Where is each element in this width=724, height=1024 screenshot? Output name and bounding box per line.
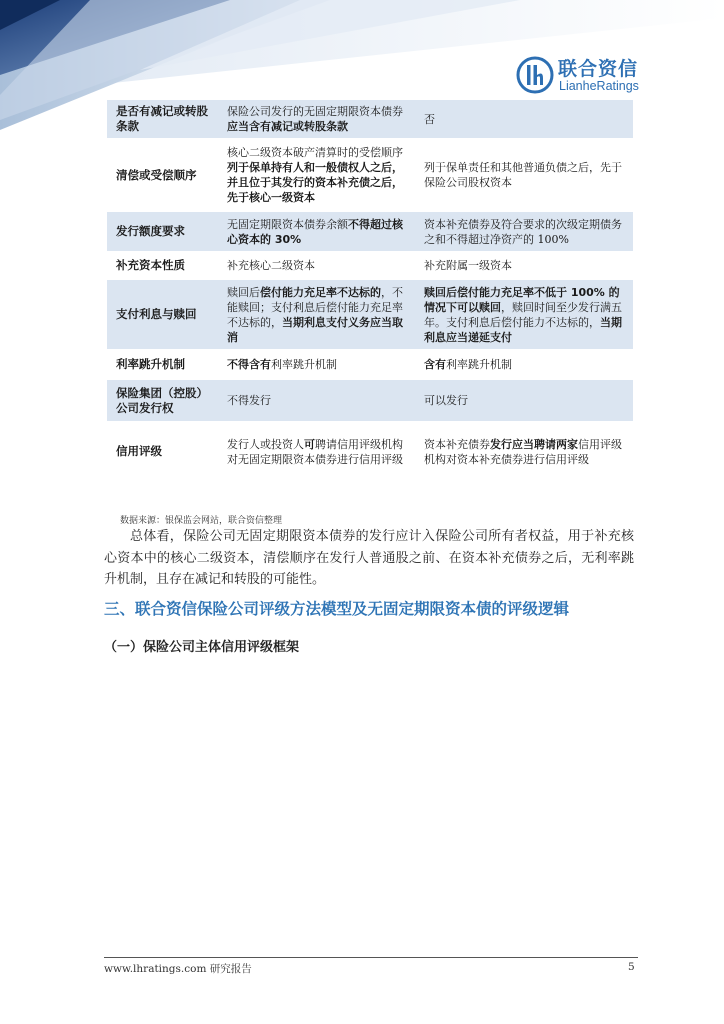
table-row xyxy=(107,254,633,280)
emphasis-text: 可 xyxy=(304,437,315,451)
capital-supplement-bond-cell xyxy=(418,380,633,424)
capital-supplement-bond-cell xyxy=(418,212,633,254)
cell-text: 信用评级机构对资本补充债券进行信用评级 xyxy=(424,437,622,466)
capital-supplement-bond-cell xyxy=(418,352,633,380)
emphasis-text: 含有 xyxy=(424,358,446,371)
table-row xyxy=(107,212,633,254)
cell-text: 列于保单责任和其他普通负债之后，先于保险公司股权资本 xyxy=(424,161,622,189)
cell-text: 核心二级资本破产清算时的受偿顺序 xyxy=(227,146,403,159)
cell-text: 补充核心二级资本 xyxy=(227,259,315,272)
emphasis-text: 偿付能力充足率不达标的 xyxy=(260,285,381,299)
cell-text: 资本补充债券及符合要求的次级定期债务之和不得超过净资产的 100% xyxy=(424,217,622,246)
cell-text: ，不能赎回；支付利息后偿付能力充足率不达标的， xyxy=(227,285,403,329)
section-heading: 三、联合资信保险公司评级方法模型及无固定期限资本债的评级逻辑 xyxy=(104,600,570,618)
emphasis-text: 当期利息支付义务应当取消 xyxy=(227,315,403,344)
perpetual-bond-cell xyxy=(221,380,418,424)
capital-supplement-bond-cell xyxy=(418,141,633,212)
bond-comparison-table xyxy=(107,100,633,482)
cell-text: ，赎回时间至少发行满五年。支付利息后偿付能力不达标的， xyxy=(424,300,622,329)
capital-supplement-bond-cell xyxy=(418,100,633,141)
brand-logo xyxy=(516,52,656,100)
cell-text: 利率跳升机制 xyxy=(446,358,512,371)
table-row xyxy=(107,380,633,424)
logo-english-name: LianheRatings xyxy=(559,79,639,93)
cell-text: 利率跳升机制 xyxy=(271,358,337,371)
row-label: 利率跳升机制 xyxy=(107,352,221,380)
perpetual-bond-cell xyxy=(221,352,418,380)
row-label: 清偿或受偿顺序 xyxy=(107,141,221,212)
row-label: 发行额度要求 xyxy=(107,212,221,254)
emphasis-text: 列于保单持有人和一般债权人之后，并且位于其发行的资本补充债之后，先于核心一级资本 xyxy=(227,161,403,204)
subsection-heading: （一）保险公司主体信用评级框架 xyxy=(104,640,300,655)
table-row xyxy=(107,141,633,212)
perpetual-bond-cell xyxy=(221,141,418,212)
cell-text: 补充附属一级资本 xyxy=(424,259,512,272)
table-row xyxy=(107,424,633,482)
capital-supplement-bond-cell xyxy=(418,254,633,280)
summary-paragraph: 总体看，保险公司无固定期限资本债券的发行应计入保险公司所有者权益，用于补充核心资本中的核心二级资本，清偿顺序在发行人普通股之前、在资本补充债券之后，无利率跳升机制，且存在减记和转股的可能性。 xyxy=(104,529,634,587)
footer-website: www.lhratings.com 研究报告 xyxy=(104,963,252,975)
perpetual-bond-cell xyxy=(221,424,418,482)
perpetual-bond-cell xyxy=(221,254,418,280)
perpetual-bond-cell xyxy=(221,280,418,352)
footer-divider xyxy=(104,957,638,958)
perpetual-bond-cell xyxy=(221,100,418,141)
cell-text: 不得发行 xyxy=(227,394,271,407)
cell-text: 聘请信用评级机构对无固定期限资本债券进行信用评级 xyxy=(227,437,403,466)
emphasis-text: 应当含有减记或转股条款 xyxy=(227,120,348,133)
cell-text: 资本补充债券 xyxy=(424,437,490,451)
capital-supplement-bond-cell xyxy=(418,280,633,352)
cell-text: 否 xyxy=(424,112,435,126)
table-row xyxy=(107,352,633,380)
emphasis-text: 不得含有 xyxy=(227,358,271,371)
logo-chinese-name: 联合资信 xyxy=(558,58,639,80)
cell-text: 可以发行 xyxy=(424,394,468,407)
page-number: 5 xyxy=(628,961,635,973)
emphasis-text: 当期利息应当递延支付 xyxy=(424,315,622,344)
perpetual-bond-cell xyxy=(221,212,418,254)
table-row xyxy=(107,100,633,141)
row-label: 补充资本性质 xyxy=(107,254,221,280)
cell-text: 赎回后 xyxy=(227,285,260,299)
emphasis-text: 不得超过核心资本的 30% xyxy=(227,217,403,246)
cell-text: 无固定期限资本债券余额 xyxy=(227,217,348,231)
table-row xyxy=(107,280,633,352)
lianhe-logo-icon xyxy=(516,56,554,94)
table-source-note: 数据来源：银保监会网站，联合资信整理 xyxy=(120,516,283,526)
row-label: 支付利息与赎回 xyxy=(107,280,221,352)
row-label: 保险集团（控股）公司发行权 xyxy=(107,380,221,424)
capital-supplement-bond-cell xyxy=(418,424,633,482)
row-label: 信用评级 xyxy=(107,424,221,482)
emphasis-text: 赎回后偿付能力充足率不低于 100% 的情况下可以赎回 xyxy=(424,285,620,314)
emphasis-text: 发行应当聘请两家 xyxy=(490,437,578,451)
row-label: 是否有减记或转股条款 xyxy=(107,100,221,141)
cell-text: 保险公司发行的无固定期限资本债券 xyxy=(227,105,403,118)
cell-text: 发行人或投资人 xyxy=(227,437,304,451)
